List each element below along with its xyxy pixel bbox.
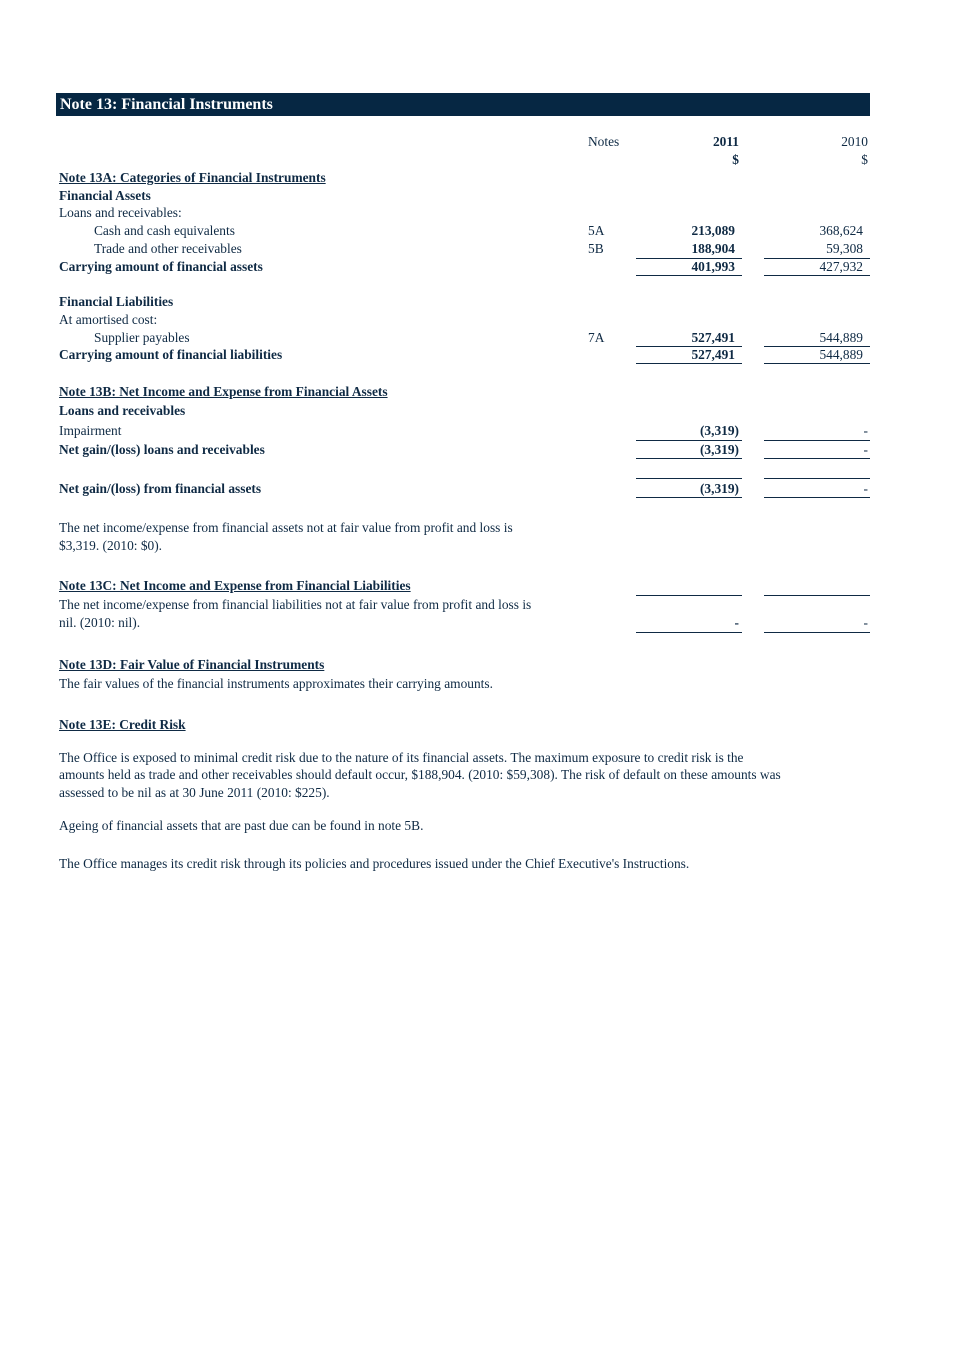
note-13e-paragraph-line: The Office is exposed to minimal credit risk due to the nature of its financial assets. The maximum exposure to credit risk is the [59, 750, 744, 765]
subtotal-rule [636, 440, 742, 441]
note-13c-2010: - [863, 615, 868, 630]
note-13a-heading: Note 13A: Categories of Financial Instruments [59, 170, 326, 185]
col-header-notes: Notes [588, 134, 620, 149]
subtotal-rule [764, 595, 870, 596]
row-value-2010: 544,889 [819, 330, 863, 345]
loans-receivables-label: Loans and receivables: [59, 205, 182, 220]
note-13c-paragraph-line: The net income/expense from financial liabilities not at fair value from profit and loss is [59, 597, 532, 612]
note-13d-text: The fair values of the financial instruments approximates their carrying amounts. [59, 676, 493, 691]
total-rule [764, 458, 870, 459]
note-13e-heading: Note 13E: Credit Risk [59, 717, 186, 732]
total-rule [636, 275, 742, 276]
note-13e-ageing-text: Ageing of financial assets that are past due can be found in note 5B. [59, 818, 424, 833]
liabilities-total-2011: 527,491 [691, 347, 735, 362]
impairment-2011: (3,319) [699, 423, 739, 438]
row-label: Supplier payables [94, 330, 190, 345]
subtotal-rule [764, 440, 870, 441]
total-rule [764, 363, 870, 364]
net-assets-2010: - [863, 481, 868, 496]
net-loans-label: Net gain/(loss) loans and receivables [59, 442, 265, 457]
subtotal-rule [636, 595, 742, 596]
impairment-2010: - [863, 423, 868, 438]
row-value-2011: 188,904 [691, 241, 735, 256]
page-title: Note 13: Financial Instruments [60, 96, 273, 113]
liabilities-total-2010: 544,889 [819, 347, 863, 362]
row-value-2011: 213,089 [691, 223, 735, 238]
note-13e-paragraph-line: assessed to be nil as at 30 June 2011 (2010: $225). [59, 785, 330, 800]
row-label: Trade and other receivables [94, 241, 242, 256]
net-loans-2010: - [863, 442, 868, 457]
row-note-ref: 5A [588, 223, 605, 238]
total-rule [636, 632, 742, 633]
assets-total-2011: 401,993 [691, 259, 735, 274]
row-value-2010: 368,624 [819, 223, 863, 238]
net-loans-2011: (3,319) [699, 442, 739, 457]
col-currency-2010: $ [861, 152, 868, 167]
assets-total-label: Carrying amount of financial assets [59, 259, 263, 274]
financial-liabilities-heading: Financial Liabilities [59, 294, 174, 309]
row-value-2011: 527,491 [691, 330, 735, 345]
row-note-ref: 7A [588, 330, 605, 345]
total-rule [636, 363, 742, 364]
total-rule [764, 632, 870, 633]
note-13e-paragraph-line: amounts held as trade and other receivables should default occur, $188,904. (2010: $59,308). The risk of default on these amounts was [59, 767, 781, 782]
loans-receivables-subheading: Loans and receivables [59, 403, 186, 418]
note-13b-heading: Note 13B: Net Income and Expense from Financial Assets [59, 384, 388, 399]
impairment-label: Impairment [59, 423, 122, 438]
note-13c-heading: Note 13C: Net Income and Expense from Financial Liabilities [59, 578, 411, 593]
col-header-2010: 2010 [841, 134, 868, 149]
amortised-cost-label: At amortised cost: [59, 312, 158, 327]
page-title-bar [56, 93, 870, 116]
row-note-ref: 5B [588, 241, 604, 256]
note-13b-paragraph-line: The net income/expense from financial assets not at fair value from profit and loss is [59, 520, 513, 535]
liabilities-total-label: Carrying amount of financial liabilities [59, 347, 283, 362]
row-label: Cash and cash equivalents [94, 223, 235, 238]
col-header-2011: 2011 [712, 134, 739, 149]
note-13c-paragraph-line: nil. (2010: nil). [59, 615, 141, 630]
row-value-2010: 59,308 [826, 241, 863, 256]
total-rule [636, 458, 742, 459]
total-rule [764, 497, 870, 498]
net-assets-label: Net gain/(loss) from financial assets [59, 481, 262, 496]
assets-total-2010: 427,932 [819, 259, 863, 274]
financial-assets-heading: Financial Assets [59, 188, 151, 203]
note-13d-heading: Note 13D: Fair Value of Financial Instruments [59, 657, 325, 672]
total-rule [764, 275, 870, 276]
net-assets-2011: (3,319) [699, 481, 739, 496]
subtotal-rule [764, 478, 870, 479]
total-rule [636, 497, 742, 498]
col-currency-2011: $ [732, 152, 739, 167]
note-13b-paragraph-line: $3,319. (2010: $0). [59, 538, 163, 553]
note-13c-2011: - [734, 615, 739, 630]
note-13e-management-text: The Office manages its credit risk through its policies and procedures issued under the Chief Executive's Instructions. [59, 856, 690, 871]
subtotal-rule [636, 478, 742, 479]
